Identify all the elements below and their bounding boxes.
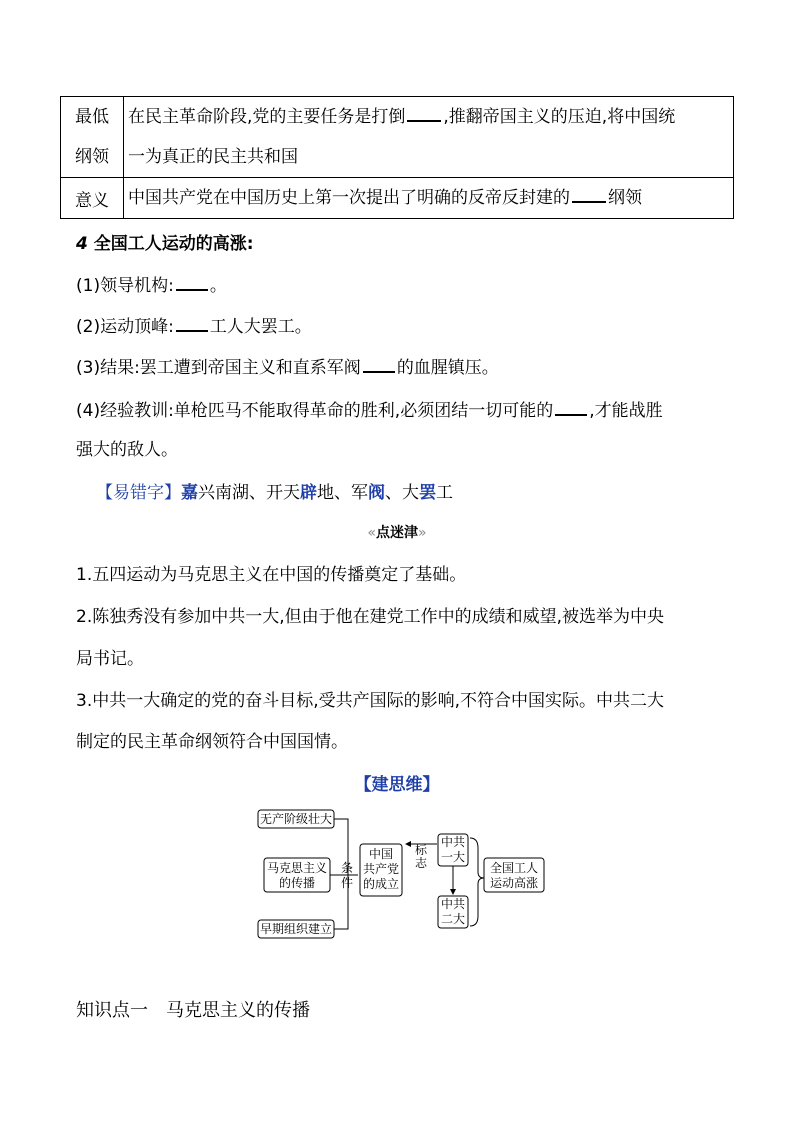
- diagram-label: 运动高涨: [489, 876, 539, 890]
- tip-point: 1.五四运动为马克思主义在中国的传播奠定了基础。: [76, 565, 467, 585]
- fill-blank[interactable]: [176, 273, 208, 291]
- jiansiwei-heading: 【建思维】: [354, 775, 440, 795]
- row-header-minimum-program: 最低 纲领: [61, 97, 124, 178]
- table-row: [61, 178, 734, 219]
- section-heading: 4 全国工人运动的高涨:: [76, 234, 254, 254]
- diagram-label: 的成立: [362, 877, 400, 891]
- list-item: (1)领导机构: 。: [76, 273, 227, 298]
- fill-blank[interactable]: [555, 398, 587, 416]
- diagram-label: 的传播: [278, 876, 316, 890]
- diagram-label: 马克思主义: [266, 861, 328, 875]
- program-table: [60, 96, 734, 219]
- diagram-label: 一大: [440, 850, 466, 864]
- sign-label: 标: [414, 843, 428, 857]
- diagram-label: 全国工人: [489, 861, 539, 875]
- tip-point-continuation: 局书记。: [76, 649, 144, 669]
- row-header-significance: 意义: [61, 178, 124, 219]
- table-row: [61, 97, 734, 178]
- tip-point-continuation: 制定的民主革命纲领符合中国国情。: [76, 732, 348, 752]
- diagram-label: 二大: [440, 912, 466, 926]
- condition-label: 条: [340, 861, 354, 875]
- diagram-label: 无产阶级壮大: [259, 812, 333, 826]
- knowledge-point-heading: 知识点一 马克思主义的传播: [76, 1000, 310, 1021]
- list-item-continuation: 强大的敌人。: [76, 440, 178, 460]
- fill-blank[interactable]: [407, 104, 441, 122]
- right-brace: [470, 838, 484, 926]
- row-content-minimum-program: 在民主革命阶段,党的主要任务是打倒 ,推翻帝国主义的压迫,将中国统 一为真正的民主共和国: [124, 97, 734, 178]
- diagram-label: 早期组织建立: [259, 922, 333, 936]
- row-content-significance: 中国共产党在中国历史上第一次提出了明确的反帝反封建的 纲领: [124, 178, 734, 219]
- diagram-label: 中共: [440, 897, 466, 911]
- list-item: (2)运动顶峰: 工人大罢工。: [76, 314, 312, 339]
- condition-label: 件: [340, 876, 354, 890]
- dianmijin-heading: «点迷津»: [367, 525, 427, 541]
- diagram-label: 中国: [368, 847, 394, 861]
- diagram-label: 共产党: [362, 862, 400, 876]
- list-item: (4)经验教训:单枪匹马不能取得革命的胜利,必须团结一切可能的 ,才能战胜: [76, 398, 663, 423]
- typo-note: 【易错字】嘉兴南湖、开天辟地、军阀、大罢工: [96, 483, 453, 503]
- tip-point: 3.中共一大确定的党的奋斗目标,受共产国际的影响,不符合中国实际。中共二大: [76, 691, 665, 711]
- fill-blank[interactable]: [572, 185, 606, 203]
- sign-label: 志: [414, 856, 428, 870]
- concept-diagram: [250, 798, 550, 946]
- diagram-label: 中共: [440, 835, 466, 849]
- list-item: (3)结果:罢工遭到帝国主义和直系军阀 的血腥镇压。: [76, 355, 499, 380]
- fill-blank[interactable]: [176, 314, 208, 332]
- tip-point: 2.陈独秀没有参加中共一大,但由于他在建党工作中的成绩和威望,被选举为中央: [76, 607, 665, 627]
- fill-blank[interactable]: [363, 355, 395, 373]
